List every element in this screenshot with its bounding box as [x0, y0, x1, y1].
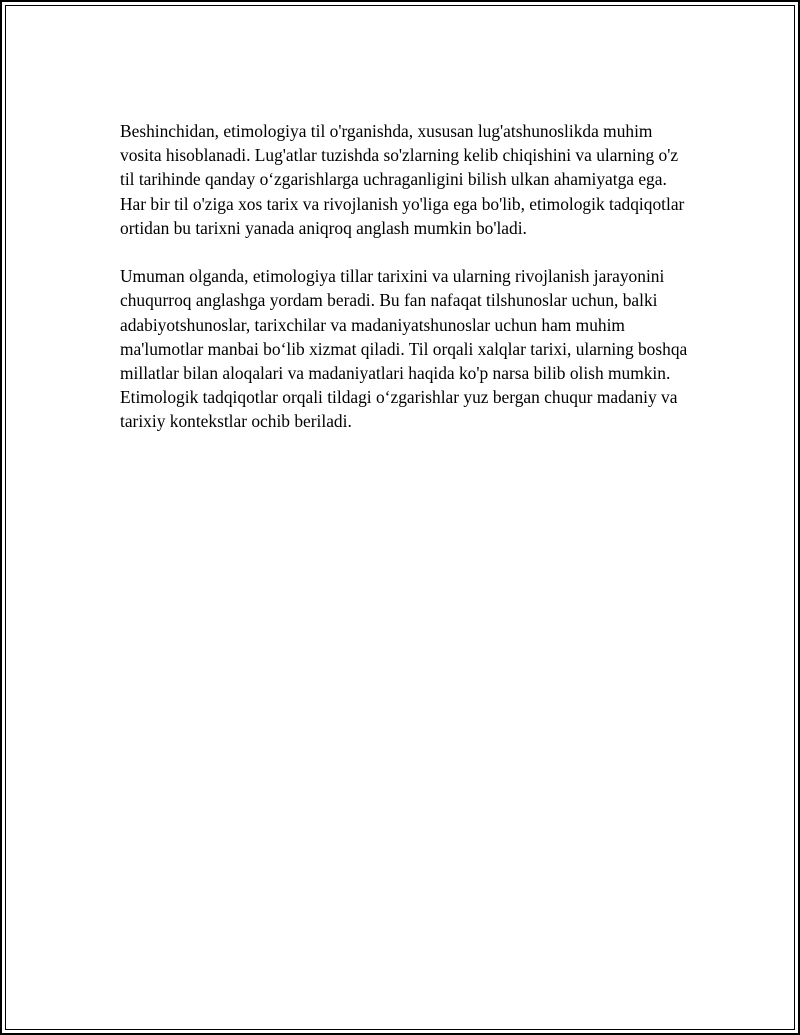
paragraph-1: Beshinchidan, etimologiya til o'rganishda, xususan lug'atshunoslikda muhim vosita hisoblanadi. Lug'atlar tuzishda so'zlarning kelib chiqishini va ularning o'z til tarihinde qanday o‘zgarishlarga uchraganligini bilish ulkan ahamiyatga ega. Har bir til o'ziga xos tarix va rivojlanish yo'liga ega bo'lib, etimologik tadqiqotlar ortidan bu tarixni yanada aniqroq anglash mumkin bo'ladi. — [120, 121, 685, 238]
document-body — [120, 119, 695, 458]
paragraph-2: Umuman olganda, etimologiya tillar tarixini va ularning rivojlanish jarayonini chuqurroq anglashga yordam beradi. Bu fan nafaqat tilshunoslar uchun, balki adabiyotshunoslar, tarixchilar va madaniyatshunoslar uchun ham muhim ma'lumotlar manbai bo‘lib xizmat qiladi. Til orqali xalqlar tarixi, ularning boshqa millatlar bilan aloqalari va madaniyatlari haqida ko'p narsa bilib olish mumkin. Etimologik tadqiqotlar orqali tildagi o‘zgarishlar yuz bergan chuqur madaniy va tarixiy kontekstlar ochib beriladi. — [120, 266, 688, 432]
